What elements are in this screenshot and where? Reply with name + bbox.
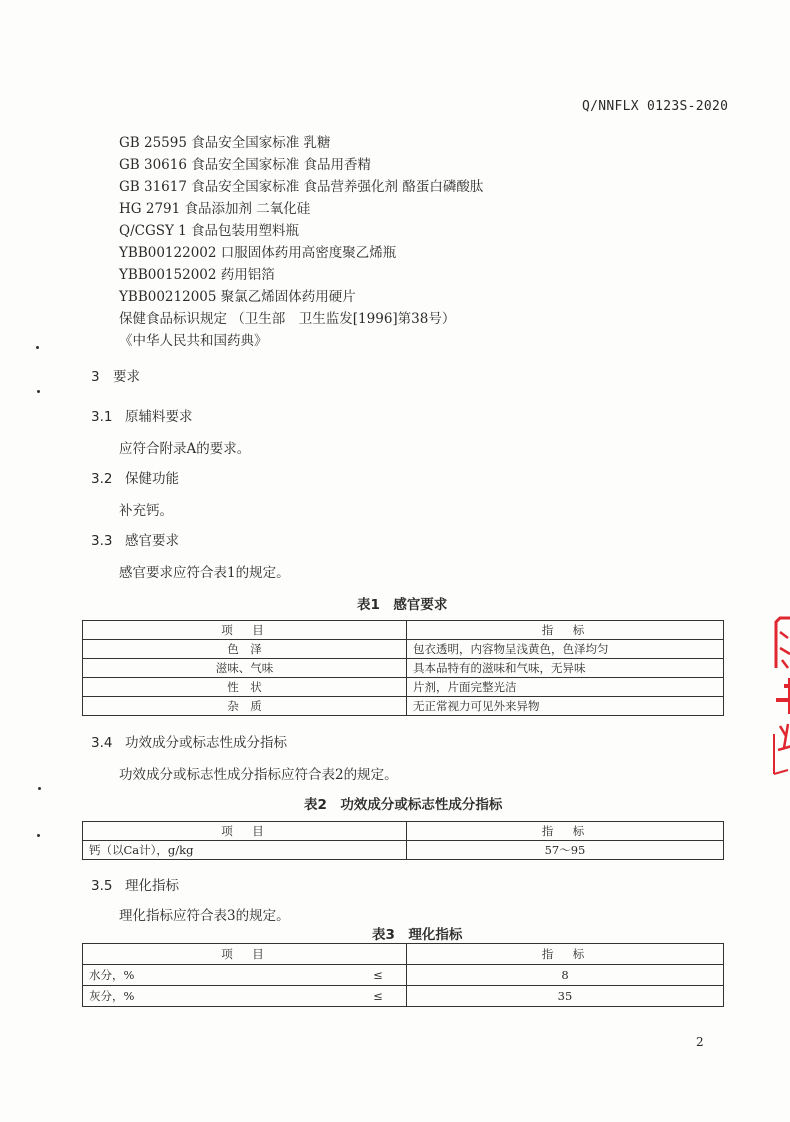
section-3-heading <box>91 365 140 385</box>
table1-caption: 表1 感官要求 <box>357 597 448 613</box>
table-cell: 钙（以Ca计），g/kg <box>83 841 407 860</box>
table-header-row <box>83 944 724 965</box>
reference-item: GB 25595 食品安全国家标准 乳糖 <box>119 135 331 151</box>
table-row <box>83 659 724 678</box>
reference-item: GB 31617 食品安全国家标准 食品营养强化剂 酪蛋白磷酸肽 <box>119 179 484 195</box>
scan-mark <box>37 390 40 393</box>
section-number: 3.4 <box>91 735 113 751</box>
section-3-2-text: 补充钙。 <box>119 503 173 519</box>
table-header-cell: 项 目 <box>83 621 407 640</box>
red-seal-stamp <box>758 608 790 778</box>
table3-caption: 表3 理化指标 <box>372 927 463 943</box>
section-title: 原辅料要求 <box>125 409 193 425</box>
section-number: 3.5 <box>91 878 113 894</box>
table-cell: ≤ <box>350 965 407 986</box>
reference-item: GB 30616 食品安全国家标准 食品用香精 <box>119 157 372 173</box>
table-cell: 片剂，片面完整光洁 <box>407 678 724 697</box>
reference-item: YBB00122002 口服固体药用高密度聚乙烯瓶 <box>119 245 397 261</box>
section-3-1-text: 应符合附录A的要求。 <box>119 441 251 457</box>
scan-mark <box>37 834 40 837</box>
page-number: 2 <box>696 1035 704 1049</box>
section-3-1-heading <box>91 405 193 425</box>
section-number: 3.3 <box>91 533 113 549</box>
table-cell: 包衣透明，内容物呈浅黄色，色泽均匀 <box>407 640 724 659</box>
section-title: 保健功能 <box>125 471 179 487</box>
table-header-row <box>83 822 724 841</box>
scan-mark <box>38 787 41 790</box>
section-title: 要求 <box>113 369 140 385</box>
section-number: 3.2 <box>91 471 113 487</box>
table-row <box>83 965 724 986</box>
table-cell: ≤ <box>350 986 407 1007</box>
table-row <box>83 697 724 716</box>
section-title: 感官要求 <box>125 533 179 549</box>
table1-sensory <box>82 620 724 716</box>
reference-item: 保健食品标识规定 （卫生部 卫生监发[1996]第38号） <box>119 311 456 327</box>
document-code: Q/NNFLX 0123S-2020 <box>582 99 729 114</box>
table-header-row <box>83 621 724 640</box>
scan-mark <box>36 346 39 349</box>
table-cell: 8 <box>407 965 724 986</box>
section-3-4-heading <box>91 731 287 751</box>
section-title: 理化指标 <box>125 878 179 894</box>
table2-efficacy <box>82 821 724 860</box>
table-cell: 水分，% <box>83 965 351 986</box>
section-3-4-text: 功效成分或标志性成分指标应符合表2的规定。 <box>119 767 398 783</box>
section-3-2-heading <box>91 467 179 487</box>
table-cell: 滋味、气味 <box>83 659 407 678</box>
table3-physicochemical <box>82 943 724 1007</box>
table-row <box>83 678 724 697</box>
section-3-5-heading <box>91 874 179 894</box>
table-cell: 杂 质 <box>83 697 407 716</box>
reference-item: Q/CGSY 1 食品包装用塑料瓶 <box>119 223 300 239</box>
table-header-cell: 指 标 <box>407 822 724 841</box>
table-cell: 色 泽 <box>83 640 407 659</box>
table-header-cell: 项 目 <box>83 822 407 841</box>
table2-caption: 表2 功效成分或标志性成分指标 <box>304 797 503 813</box>
table-cell: 57～95 <box>407 841 724 860</box>
reference-item: YBB00152002 药用铝箔 <box>119 267 275 283</box>
reference-item: 《中华人民共和国药典》 <box>119 333 268 349</box>
table-cell: 具本品特有的滋味和气味，无异味 <box>407 659 724 678</box>
section-number: 3.1 <box>91 409 113 425</box>
table-row <box>83 640 724 659</box>
table-cell: 性 状 <box>83 678 407 697</box>
table-header-cell: 项 目 <box>83 944 407 965</box>
section-number: 3 <box>91 369 100 385</box>
section-title: 功效成分或标志性成分指标 <box>125 735 287 751</box>
table-row <box>83 986 724 1007</box>
table-header-cell: 指 标 <box>407 621 724 640</box>
table-row <box>83 841 724 860</box>
section-3-3-text: 感官要求应符合表1的规定。 <box>119 565 290 581</box>
reference-item: YBB00212005 聚氯乙烯固体药用硬片 <box>119 289 356 305</box>
table-cell: 35 <box>407 986 724 1007</box>
section-3-5-text: 理化指标应符合表3的规定。 <box>119 908 290 924</box>
table-header-cell: 指 标 <box>407 944 724 965</box>
table-cell: 灰分，% <box>83 986 351 1007</box>
reference-item: HG 2791 食品添加剂 二氧化硅 <box>119 201 311 217</box>
table-cell: 无正常视力可见外来异物 <box>407 697 724 716</box>
section-3-3-heading <box>91 529 179 549</box>
